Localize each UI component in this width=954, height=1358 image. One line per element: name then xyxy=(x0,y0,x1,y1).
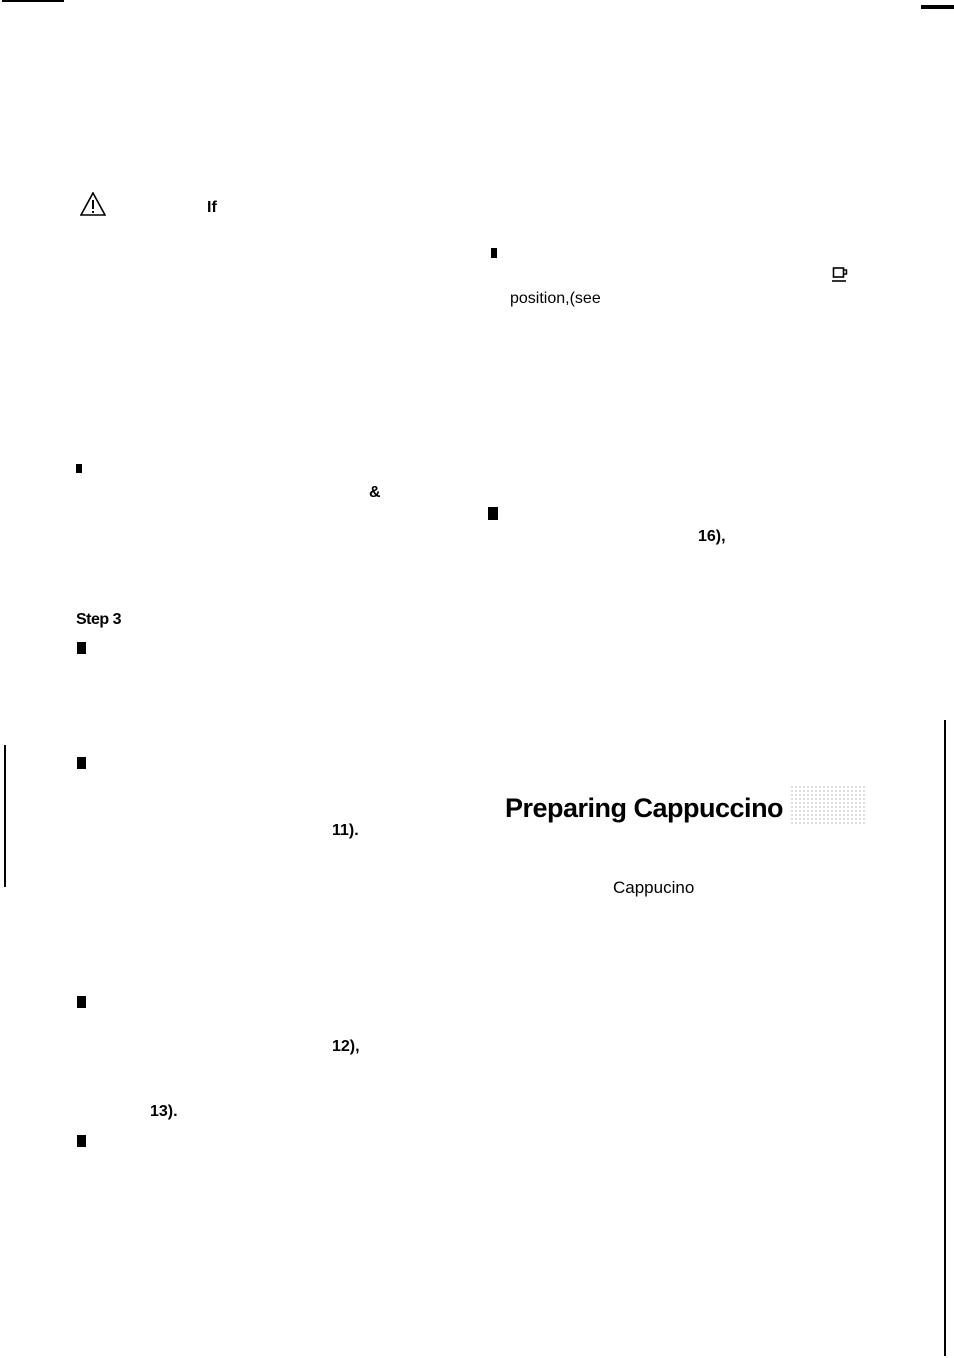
figure-ref-13: 13). xyxy=(150,1103,178,1120)
bullet-marker xyxy=(77,757,86,769)
cappucino-text: Cappucino xyxy=(613,878,695,897)
cup-icon xyxy=(832,266,850,288)
figure-ref-16: 16), xyxy=(698,528,726,545)
top-right-rule xyxy=(921,5,954,9)
right-margin-rule xyxy=(944,720,946,1356)
section-title: Preparing Cappuccino xyxy=(505,793,784,823)
top-left-rule xyxy=(2,0,64,2)
step-heading: Step 3 xyxy=(76,611,122,628)
figure-ref-11: 11). xyxy=(332,822,359,839)
position-text: position,(see xyxy=(510,290,601,307)
bullet-marker xyxy=(76,464,82,473)
ampersand-text: & xyxy=(369,484,381,501)
bullet-marker xyxy=(488,507,498,520)
section-title-background xyxy=(790,785,866,825)
bullet-marker xyxy=(77,1135,86,1147)
bullet-marker xyxy=(77,642,86,654)
bullet-marker xyxy=(77,996,86,1008)
warning-triangle-icon xyxy=(80,192,106,221)
left-margin-rule xyxy=(4,745,6,887)
bullet-marker xyxy=(491,248,497,258)
figure-ref-12: 12), xyxy=(332,1038,360,1055)
warning-text: If xyxy=(207,199,217,216)
